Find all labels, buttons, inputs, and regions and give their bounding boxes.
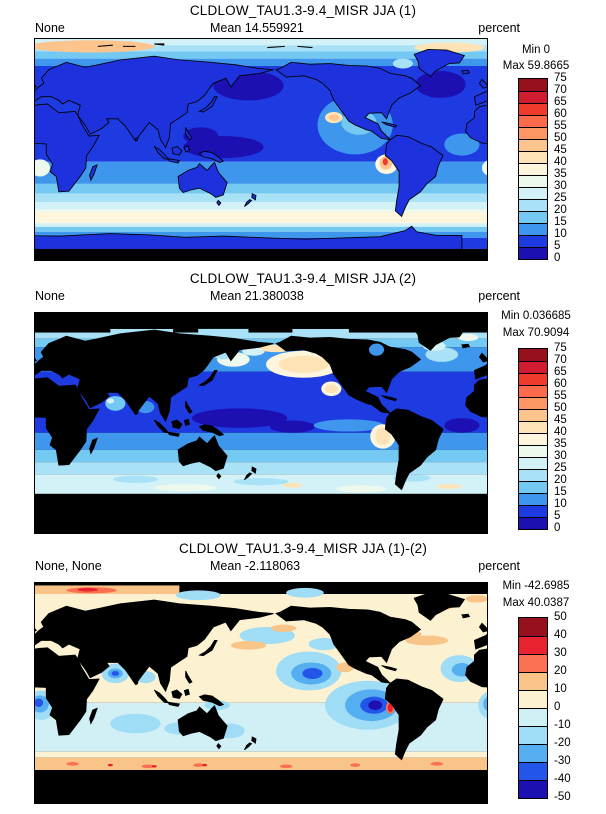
colorbar-tick: 60 [554,378,567,390]
colorbar-tick: 55 [554,120,567,132]
colorbar-cell [519,654,547,672]
colorbar-cell [519,672,547,690]
colorbar-tick: 30 [554,450,567,462]
case-label: None [35,21,65,35]
colorbar-cell [519,127,547,139]
colorbar-cell [519,103,547,115]
colorbar-cell [519,397,547,409]
panel-title: CLDLOW_TAU1.3-9.4_MISR JJA (2) [189,271,417,286]
colorbar-box [518,78,548,260]
colorbar-cell [519,457,547,469]
mean-label: Mean 14.559921 [210,21,304,35]
colorbar-tick: 60 [554,108,567,120]
units-label: percent [478,289,520,303]
colorbar-tick: 5 [554,510,561,522]
min-value: Min 0 [521,44,551,56]
colorbar-cell [519,726,547,744]
colorbar-tick: 25 [554,462,567,474]
colorbar-cell [519,517,547,529]
colorbar-tick: 10 [554,683,567,695]
colorbar-cell [519,175,547,187]
colorbar-cell [519,505,547,517]
colorbar-cell [519,79,547,91]
colorbar-tick: 0 [554,252,561,264]
colorbar-cell [519,115,547,127]
mean-label: Mean 21.380038 [210,289,304,303]
colorbar-tick: -20 [554,737,571,749]
colorbar-tick: 65 [554,366,567,378]
colorbar-tick: 45 [554,144,567,156]
colorbar-cell [519,618,547,636]
colorbar-cell [519,421,547,433]
colorbar-cell [519,199,547,211]
colorbar-box [518,617,548,799]
colorbar-tick: 10 [554,498,567,510]
colorbar-tick: 50 [554,611,567,623]
colorbar-tick: 35 [554,438,567,450]
colorbar-tick: 55 [554,390,567,402]
panel-title: CLDLOW_TAU1.3-9.4_MISR JJA (1)-(2) [178,541,428,556]
colorbar-cell [519,211,547,223]
colorbar-tick: 20 [554,665,567,677]
panel-title: CLDLOW_TAU1.3-9.4_MISR JJA (1) [189,3,417,18]
max-value: Max 59.8665 [502,60,570,72]
colorbar-tick: 20 [554,474,567,486]
colorbar-tick: 25 [554,192,567,204]
colorbar-tick: 30 [554,180,567,192]
case-label: None, None [35,559,102,573]
colorbar-tick: 30 [554,647,567,659]
colorbar-cell [519,744,547,762]
colorbar-tick: 40 [554,156,567,168]
colorbar-cell [519,708,547,726]
colorbar-tick: -30 [554,755,571,767]
colorbar-tick: 35 [554,168,567,180]
colorbar-tick: 15 [554,486,567,498]
colorbar-tick: 45 [554,414,567,426]
colorbar-cell [519,139,547,151]
colorbar-cell [519,91,547,103]
map-model [34,38,488,261]
panel-obs [0,268,606,538]
max-value: Max 70.9094 [502,327,570,339]
colorbar-tick: -10 [554,719,571,731]
units-label: percent [478,21,520,35]
map-obs [34,312,488,534]
colorbar-cell [519,445,547,457]
colorbar-cell [519,636,547,654]
colorbar [518,72,598,264]
colorbar [518,342,598,534]
map-diff [34,582,488,804]
colorbar-cell [519,163,547,175]
colorbar-cell [519,373,547,385]
colorbar-tick: 70 [554,84,567,96]
colorbar-cell [519,349,547,361]
units-label: percent [478,559,520,573]
colorbar-cell [519,433,547,445]
max-value: Max 40.0387 [502,597,570,609]
colorbar-cell [519,151,547,163]
colorbar-tick: 20 [554,204,567,216]
colorbar-tick: 50 [554,402,567,414]
colorbar-cell [519,493,547,505]
colorbar-cell [519,762,547,780]
colorbar-cell [519,235,547,247]
panel-model [0,0,606,270]
panel-diff [0,538,606,808]
min-value: Min -42.6985 [502,580,570,592]
colorbar-tick: 50 [554,132,567,144]
colorbar-cell [519,481,547,493]
colorbar-tick: 75 [554,72,567,84]
colorbar-tick: 40 [554,426,567,438]
colorbar-cell [519,187,547,199]
colorbar-tick: 10 [554,228,567,240]
colorbar-tick: 75 [554,342,567,354]
colorbar-cell [519,361,547,373]
colorbar-tick: 40 [554,629,567,641]
colorbar-cell [519,223,547,235]
colorbar-cell [519,247,547,259]
colorbar-cell [519,409,547,421]
colorbar-cell [519,469,547,481]
colorbar-tick: 70 [554,354,567,366]
colorbar-tick: -40 [554,773,571,785]
colorbar-tick: 0 [554,701,561,713]
case-label: None [35,289,65,303]
colorbar-cell [519,780,547,798]
colorbar [518,611,598,803]
colorbar-tick: 15 [554,216,567,228]
colorbar-tick: -50 [554,791,571,803]
colorbar-tick: 5 [554,240,561,252]
colorbar-box [518,348,548,530]
colorbar-tick: 65 [554,96,567,108]
colorbar-cell [519,385,547,397]
colorbar-tick: 0 [554,522,561,534]
colorbar-cell [519,690,547,708]
mean-label: Mean -2.118063 [210,559,301,573]
min-value: Min 0.036685 [501,310,571,322]
